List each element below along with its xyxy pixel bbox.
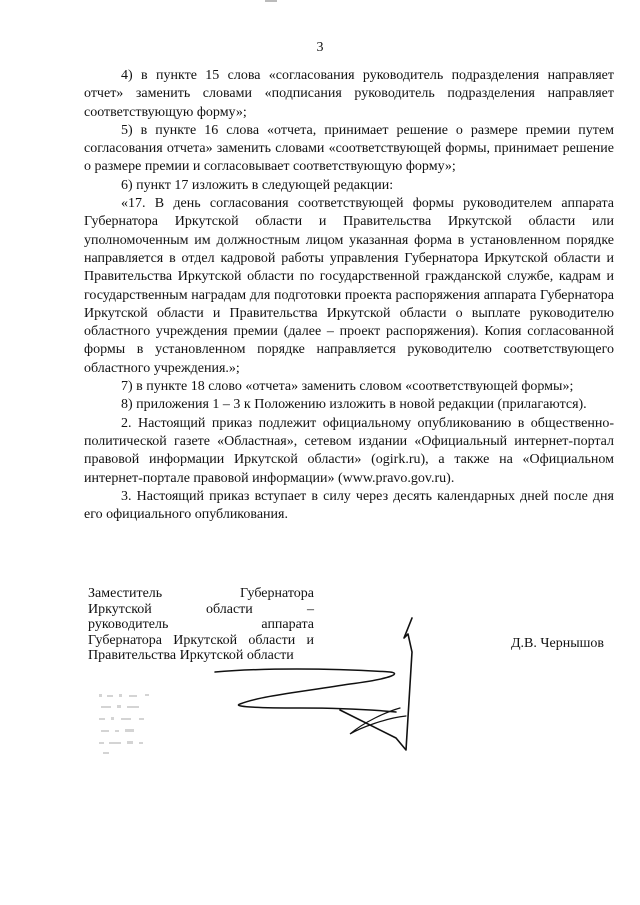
page-number: 3 bbox=[316, 40, 324, 55]
position-line: руководитель аппарата bbox=[88, 617, 314, 632]
paragraph-clause-3: 3. Настоящий приказ вступает в силу через десять календарных дней после дня его официального опубликования. bbox=[84, 488, 614, 523]
position-line: Правительства Иркутской области bbox=[88, 648, 294, 663]
paragraph-item-5: 5) в пункте 16 слова «отчета, принимает решение о размере премии путем согласования отчета» заменить словами «соответствующей формы, принимает решение о размере премии и согласовывает соответствующую форму»; bbox=[84, 122, 614, 175]
paragraph-clause-2: 2. Настоящий приказ подлежит официальному опубликованию в общественно-политической газете «Областная», сетевом издании «Официальный интернет-портал правовой информации Иркутской области» (ogirk.ru), а также на «Официальном интернет-портале правовой информации» (www.pravo.gov.ru). bbox=[84, 415, 614, 486]
handwritten-signature bbox=[200, 600, 430, 755]
paragraph-item-7: 7) в пункте 18 слово «отчета» заменить словом «соответствующей формы»; bbox=[121, 379, 574, 395]
paragraph-item-8: 8) приложения 1 – 3 к Положению изложить в новой редакции (прилагаются). bbox=[121, 397, 587, 413]
paragraph-item-6: 6) пункт 17 изложить в следующей редакции: bbox=[121, 177, 394, 193]
scan-edge-mark bbox=[265, 0, 277, 2]
position-line: Иркутской области – bbox=[88, 601, 314, 617]
signer-name: Д.В. Чернышов bbox=[511, 636, 604, 651]
position-line: Заместитель Губернатора bbox=[88, 586, 314, 601]
faded-stamp bbox=[95, 690, 225, 760]
paragraph-item-4: 4) в пункте 15 слова «согласования руководитель подразделения направляет отчет» заменить словами «подписания руководитель подразделения направляет соответствующую форму»; bbox=[84, 68, 614, 120]
paragraph-point-17: «17. В день согласования соответствующей формы руководителем аппарата Губернатора Иркутской области и Правительства Иркутской области или уполномоченным им должностным лицом указанная форма в установленном порядке направляется в отдел кадровой работы управления Губернатора Иркутской области и Правительства Иркутской области по государственной гражданской службе, кадрам и государственным наградам для подготовки проекта распоряжения аппарата Губернатора Иркутской области и Правительства Иркутской области о выплате руководителю областного учреждения премии (далее – проект распоряжения). Копия согласованной формы в установленном порядке направляется руководителю соответствующего областного учреждения.»; bbox=[84, 196, 614, 376]
document-body bbox=[84, 67, 614, 524]
position-line: Губернатора Иркутской области и bbox=[88, 632, 314, 648]
